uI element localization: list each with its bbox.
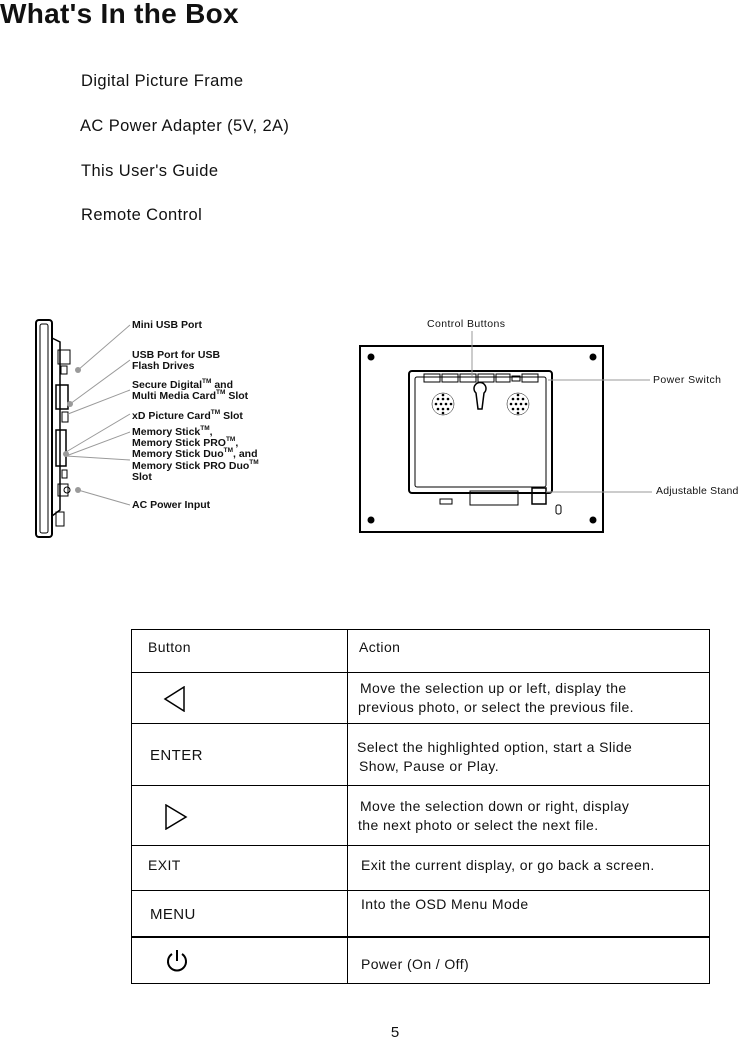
label-control-buttons: Control Buttons [427,318,506,330]
button-action-table [131,629,710,984]
speaker-grille-left [432,393,454,415]
table-cell-action: Power (On / Off) [348,937,710,984]
power-icon [165,948,189,974]
table-cell-action [348,786,710,846]
table-row [132,786,710,846]
frame-diagram [0,300,752,550]
box-item-remote: Remote Control [81,206,203,224]
table-row [132,724,710,786]
table-cell-button [132,673,348,724]
side-view-frame [36,320,70,537]
label-usb-port-flash: USB Port for USB Flash Drives [132,349,221,373]
label-memory-stick-slot: Memory Stick™, Memory Stick PRO™, Memory Stick Duo™, and Memory Stick PRO Duo™ Slot [132,425,259,483]
box-item-guide: This User's Guide [81,162,219,180]
table-cell-button [132,937,348,984]
table-cell-action [348,724,710,786]
header-button: Button [132,630,348,673]
box-item-frame: Digital Picture Frame [81,72,244,90]
box-item-adapter: AC Power Adapter (5V, 2A) [80,117,290,135]
label-adjustable-stand: Adjustable Stand [656,485,739,497]
table-cell-action: Exit the current display, or go back a screen. [348,846,710,891]
action-line-1: Select the highlighted option, start a Slide [357,739,633,755]
page-number: 5 [390,1024,400,1041]
table-cell-action: Into the OSD Menu Mode [348,891,710,937]
table-cell-button [132,786,348,846]
table-cell-button: EXIT [132,846,348,891]
table-row [132,937,710,984]
page-title: What's In the Box [0,0,239,29]
label-xd-slot: xD Picture Card™ Slot [132,409,243,422]
action-line-2: previous photo, or select the previous file. [358,699,634,715]
table-row [132,891,710,937]
table-cell-button: MENU [132,891,348,937]
action-line-1: Move the selection down or right, display [360,798,630,814]
action-line-2: the next photo or select the next file. [358,817,599,833]
label-ac-power-input: AC Power Input [132,499,211,511]
label-power-switch: Power Switch [653,374,722,386]
table-cell-button: ENTER [132,724,348,786]
right-triangle-icon [164,804,188,830]
label-sd-mmc-slot: Secure Digital™ and Multi Media Card™ Slot [132,378,249,403]
table-row [132,673,710,724]
action-line-1: Move the selection up or left, display the [360,680,627,696]
table-header-row [132,630,710,673]
back-view-leaders [472,331,652,492]
table-row [132,846,710,891]
action-line-2: Show, Pause or Play. [359,758,500,774]
header-action: Action [348,630,710,673]
label-mini-usb-port: Mini USB Port [132,319,202,331]
table-cell-action [348,673,710,724]
speaker-grille-right [507,393,529,415]
side-view-leaders [66,325,130,505]
left-triangle-icon [163,686,187,712]
back-view-frame [360,346,603,532]
